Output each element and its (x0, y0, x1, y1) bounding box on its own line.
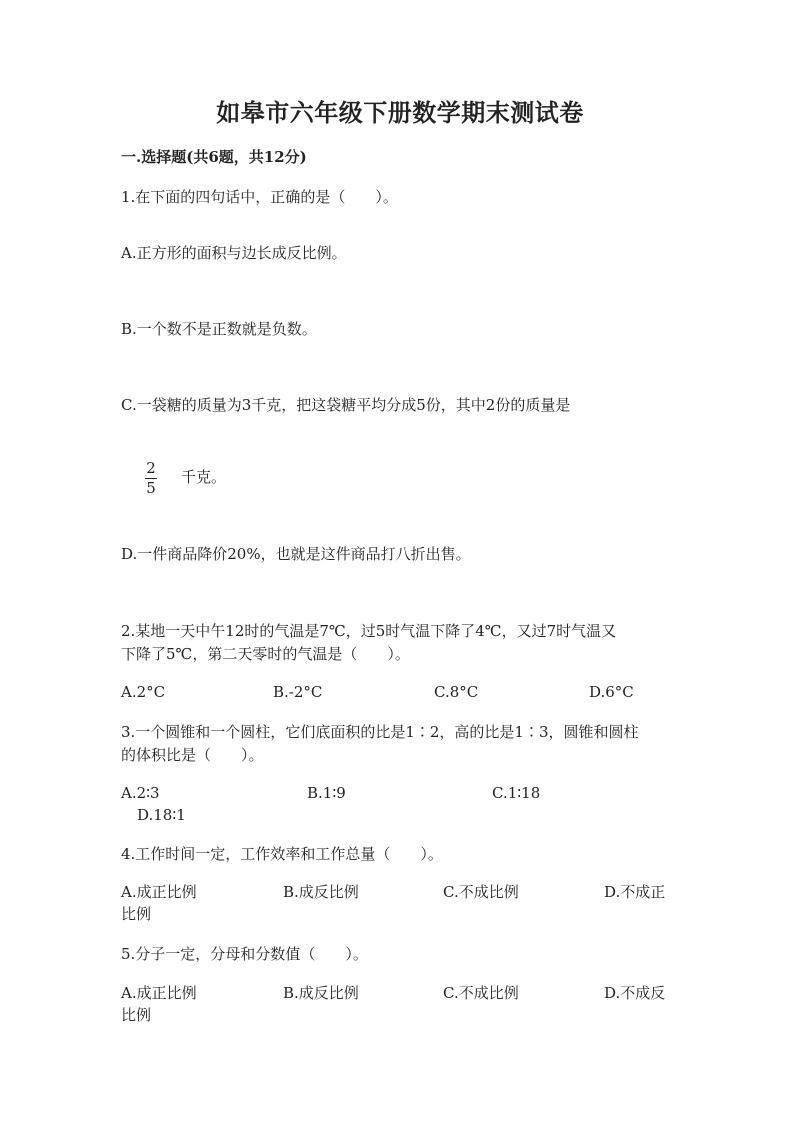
question-4-option-b: B.成反比例 (283, 883, 359, 901)
question-5-option-d-continued: 比例 (121, 1006, 152, 1024)
question-3-stem-line-2: 的体积比是（ ）。 (121, 746, 264, 764)
question-1-option-c: C.一袋糖的质量为3千克，把这袋糖平均分成5份，其中2份的质量是 (121, 396, 571, 414)
fraction-numerator: 2 (146, 459, 156, 477)
question-2-stem-line-1: 2.某地一天中午12时的气温是7℃，过5时气温下降了4℃，又过7时气温又 (121, 622, 617, 640)
question-5-option-c: C.不成比例 (443, 984, 519, 1002)
question-1-option-c-fraction (144, 461, 158, 496)
question-4-option-a: A.成正比例 (121, 883, 197, 901)
fraction-denominator: 5 (146, 479, 156, 497)
question-4-option-d-continued: 比例 (121, 905, 152, 923)
question-3-stem-line-1: 3.一个圆锥和一个圆柱，它们底面积的比是1∶2，高的比是1∶3，圆锥和圆柱 (121, 723, 639, 741)
question-2-stem-line-2: 下降了5℃，第二天零时的气温是（ ）。 (121, 645, 410, 663)
question-4-option-d: D.不成正 (604, 883, 666, 901)
question-4-stem: 4.工作时间一定，工作效率和工作总量（ ）。 (121, 845, 443, 863)
question-3-option-b: B.1∶9 (307, 784, 346, 802)
question-3-option-c: C.1∶18 (492, 784, 541, 802)
question-1-stem: 1.在下面的四句话中，正确的是（ ）。 (121, 188, 398, 206)
question-2-option-b: B.-2°C (273, 683, 323, 701)
page-title: 如皋市六年级下册数学期末测试卷 (216, 98, 584, 127)
question-1-option-c-unit: 千克。 (181, 468, 227, 486)
question-5-option-b: B.成反比例 (283, 984, 359, 1002)
question-1-option-a: A.正方形的面积与边长成反比例。 (121, 244, 347, 262)
question-2-option-a: A.2°C (121, 683, 166, 701)
question-5-option-d: D.不成反 (604, 984, 666, 1002)
question-1-option-d: D.一件商品降价20%，也就是这件商品打八折出售。 (121, 545, 471, 563)
question-4-option-c: C.不成比例 (443, 883, 519, 901)
question-3-option-a: A.2∶3 (121, 784, 160, 802)
section-heading: 一.选择题(共6题，共12分) (121, 148, 307, 166)
question-5-option-a: A.成正比例 (121, 984, 197, 1002)
question-2-option-c: C.8°C (434, 683, 479, 701)
question-2-option-d: D.6°C (589, 683, 634, 701)
question-3-option-d: D.18∶1 (137, 806, 186, 824)
question-1-option-b: B.一个数不是正数就是负数。 (121, 320, 317, 338)
question-5-stem: 5.分子一定，分母和分数值（ ）。 (121, 945, 368, 963)
